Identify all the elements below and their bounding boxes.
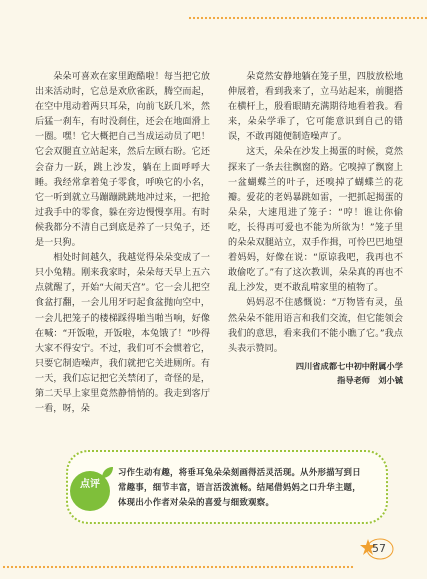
article-paragraph: 相处时间越久，我越觉得朵朵变成了一只小兔精。刚来我家时，朵朵每天早上五六点就醒了，开始“大闹天宫”。它一会儿把空食盆打翻，一会儿用牙叼起食盆抛向空中，一会儿把笼子的楼梯踩得啪当啪当响，好像在喊：“开饭啦，开饭啦，本兔饿了！”吵得大家不得安宁。不过，我们可不会惯着它，只要它制造噪声，我们就把它关进厕所。有一天，我们忘记把它关禁闭了，奇怪的是，第二天早上家里竟然静悄悄的。我走到客厅一看，呀，朵 <box>35 253 210 415</box>
article-right-column <box>228 70 403 387</box>
page-number-text: 57 <box>372 542 386 555</box>
school-name: 四川省成都七中初中附属小学 <box>295 360 403 371</box>
article-body <box>35 70 403 450</box>
article-paragraph: 这天，朵朵在沙发上揭蛋的时候，竟然探来了一条去往飘窗的路。它嗅掉了飘窗上一盆蝴蝶兰的叶子，还嗅掉了蝴蝶兰的花瓣。爱花的老妈暴跳如雷，一把抓起揭蛋的朵朵，大速甩进了笼子：“哼！谁让你偷吃，长得再可爱也不能为所欲为！”笼子里的朵朵双腿站立，双手作揖，可怜巴巴地望着妈妈，好像在说：“原谅我吧，我再也不敢偷吃了。”有了这次教训，朵朵真的再也不乱上沙发，更不敢乱啃家里的植物了。 <box>228 147 403 294</box>
leaf-icon <box>100 466 114 480</box>
article-paragraph: 朵竟然安静地躺在笼子里，四肢放松地伸展着，看到我来了，立马站起来，前腿搭在横杆上，殷看眼睛充满期待地看着我。看来，朵朵学乖了，它可能意识到自己的错误，不敢再随便制造噪声了。 <box>228 72 403 143</box>
article-paragraph: 妈妈忍不住感慨说：“万物皆有灵，虽然朵朵不能用语言和我们交流，但它能领会我们的意思，看来我们不能小瞧了它。”我点头表示赞同。 <box>228 298 403 354</box>
article-left-column <box>35 70 210 417</box>
author-signature <box>228 359 403 387</box>
comment-text: 习作生动有趣，将垂耳兔朵朵刻画得活灵活现。从外形描写到日常趣事，细节丰富，语言活泼流畅。结尾借妈妈之口升华主题，体现出小作者对朵朵的喜爱与细致观察。 <box>118 467 361 507</box>
teacher-name: 指导老师 刘小铖 <box>337 374 403 385</box>
top-dotted-decoration <box>0 14 427 24</box>
bottom-dotted-decoration <box>0 557 360 567</box>
article-paragraph: 朵朵可喜欢在家里跑酷啦！每当把它放出来活动时，它总是欢欣雀跃，腾空而起，在空中甩动着两只耳朵，向前飞跃几米，然后猛一刹车，有时没刹住，还会在地面滑上一圈。嘿！它大概把自己当成运动员了吧！它会双腿直立站起来，然后左顾右盼。它还会奋力一跃，跳上沙发，躺在上面呼呼大睡。我经常拿着兔子零食，呼唤它的小名，它一听到就立马蹦蹦跳跳地冲过来，一把抢过我手中的零食，躲在旁边慢慢享用。有时候我都分不清自己到底是养了一只兔子，还是一只狗。 <box>35 72 210 249</box>
page-number <box>360 537 394 561</box>
comment-badge-label: 点评 <box>80 479 100 490</box>
